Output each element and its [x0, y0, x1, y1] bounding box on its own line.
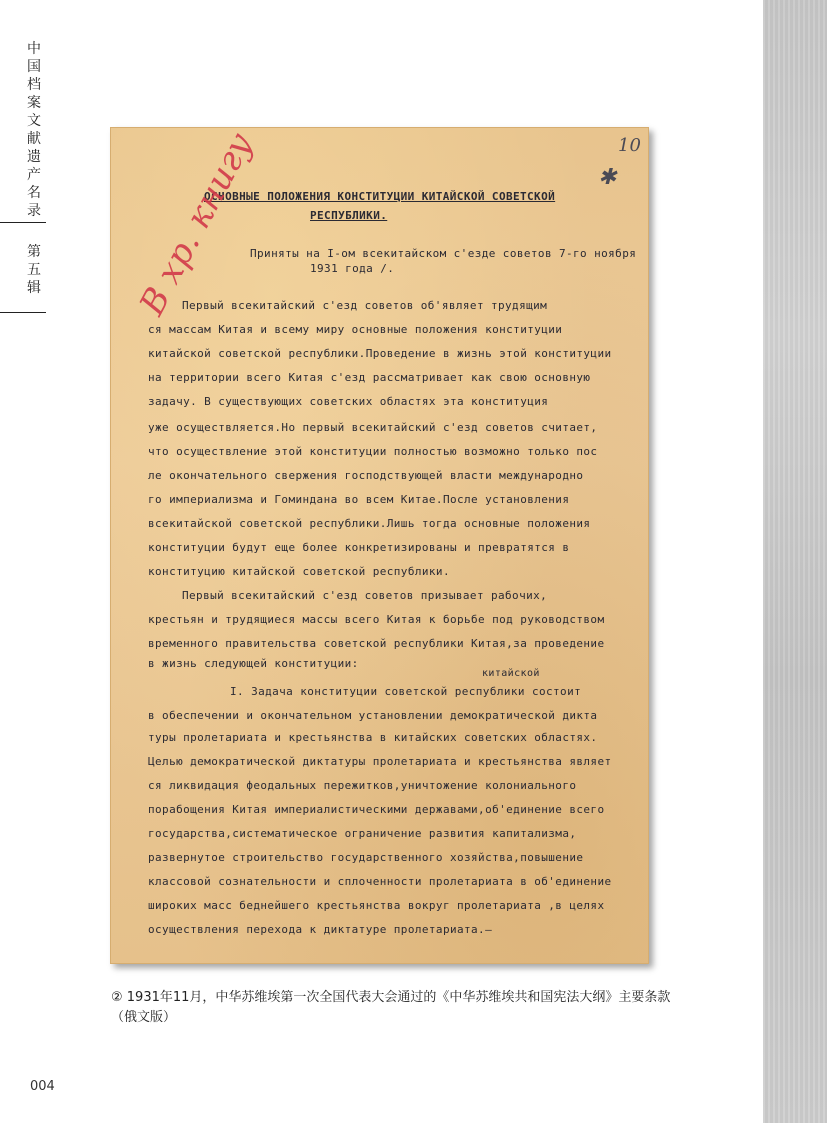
- document-line: конституцию китайской советской республики.: [148, 565, 450, 578]
- document-line: в обеспечении и окончательном установлении демократической дикта: [148, 709, 598, 722]
- document-line: Целью демократической диктатуры пролетариата и крестьянства являет: [148, 755, 612, 768]
- divider: [0, 222, 46, 223]
- document-line: Первый всекитайский с'езд советов об'являет трудящим: [182, 299, 548, 312]
- document-line: ся ликвидация феодальных пережитков,уничтожение колониального: [148, 779, 577, 792]
- document-line: I. Задача конституции советской республики состоит: [230, 685, 582, 698]
- document-subtitle: 1931 года /.: [310, 262, 395, 275]
- series-title: [14, 40, 54, 220]
- document-line: всекитайской советской республики.Лишь тогда основные положения: [148, 517, 591, 530]
- insert-note: китайской: [482, 668, 540, 679]
- figure-caption: ② 1931年11月，中华苏维埃第一次全国代表大会通过的《中华苏维埃共和国宪法大纲》主要条款（俄文版）: [111, 990, 671, 1025]
- document-line: ле окончательного свержения господствующей власти международно: [148, 469, 584, 482]
- document-scan: [110, 127, 649, 964]
- document-line: государства,систематическое ограничение развития капитализма,: [148, 827, 577, 840]
- document-line: конституции будут еще более конкретизированы и превратятся в: [148, 541, 570, 554]
- page-number: 004: [30, 1079, 55, 1094]
- page-mark: 10: [618, 135, 641, 156]
- document-line: ся массам Китая и всему миру основные положения конституции: [148, 323, 563, 336]
- document-line: осуществления перехода к диктатуре пролетариата.–: [148, 923, 493, 936]
- document-line: классовой сознательности и сплоченности пролетариата в об'единение: [148, 875, 612, 888]
- document-line: задачу. В существующих советских областях эта конституция: [148, 395, 549, 408]
- series-char: 案: [27, 95, 41, 111]
- page-edge-strip: [763, 0, 827, 1123]
- series-char: 国: [27, 59, 41, 75]
- document-line: что осуществление этой конституции полностью возможно только пос: [148, 445, 598, 458]
- red-stamp: В хр. книгу: [132, 126, 262, 322]
- series-char: 献: [27, 131, 41, 147]
- document-line: Первый всекитайский с'езд советов призывает рабочих,: [182, 589, 548, 602]
- pencil-mark: ✱: [598, 165, 617, 190]
- document-heading: ОСНОВНЫЕ ПОЛОЖЕНИЯ КОНСТИТУЦИИ КИТАЙСКОЙ СОВЕТСКОЙ: [204, 190, 556, 203]
- series-char: 中: [27, 41, 41, 57]
- document-line: крестьян и трудящиеся массы всего Китая к борьбе под руководством: [148, 613, 605, 626]
- document-line: туры пролетариата и крестьянства в китайских советских областях.: [148, 731, 598, 744]
- volume-char: 第: [27, 244, 41, 260]
- series-char: 名: [27, 185, 41, 201]
- series-char: 遗: [27, 149, 41, 165]
- document-line: развернутое строительство государственного хозяйства,повышение: [148, 851, 584, 864]
- document-subtitle: Приняты на I-ом всекитайском с'езде советов 7-го ноября: [250, 247, 637, 260]
- document-heading: РЕСПУБЛИКИ.: [310, 209, 388, 222]
- volume-label: [14, 243, 54, 297]
- series-char: 录: [27, 203, 41, 219]
- divider: [0, 312, 46, 313]
- document-line: го империализма и Гоминдана во всем Китае.После установления: [148, 493, 570, 506]
- series-char: 产: [27, 167, 41, 183]
- document-line: в жизнь следующей конституции:: [148, 657, 359, 670]
- series-char: 文: [27, 113, 41, 129]
- document-line: порабощения Китая империалистическими державами,об'единение всего: [148, 803, 605, 816]
- document-line: на территории всего Китая с'езд рассматривает как свою основную: [148, 371, 591, 384]
- document-line: широких масс беднейшего крестьянства вокруг пролетариата ,в целях: [148, 899, 605, 912]
- volume-char: 辑: [27, 280, 41, 296]
- document-line: китайской советской республики.Проведение в жизнь этой конституции: [148, 347, 612, 360]
- series-char: 档: [27, 77, 41, 93]
- volume-char: 五: [27, 262, 41, 278]
- document-line: временного правительства советской республики Китая,за проведение: [148, 637, 605, 650]
- document-line: уже осуществляется.Но первый всекитайский с'езд советов считает,: [148, 421, 598, 434]
